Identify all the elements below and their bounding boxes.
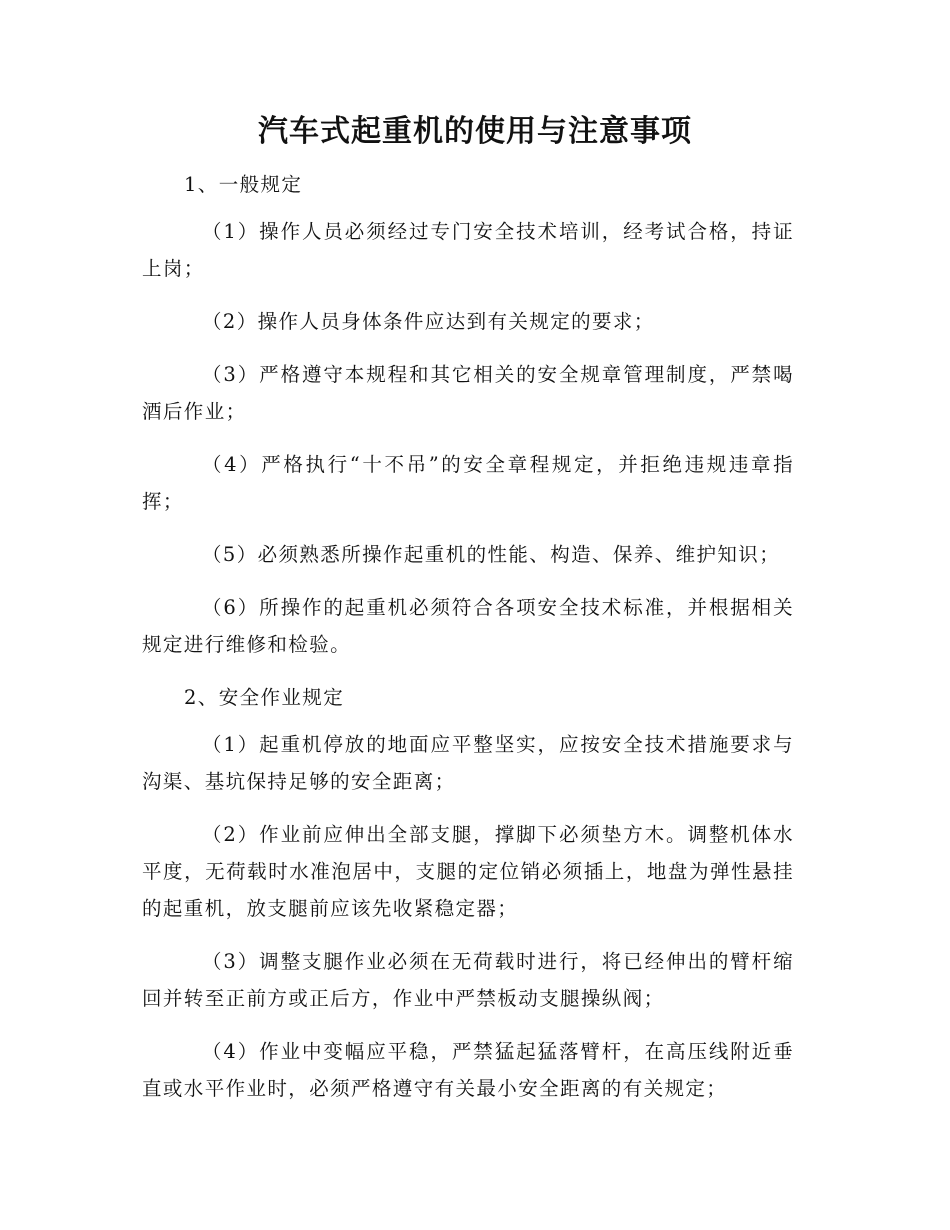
safety-item-1: （1）起重机停放的地面应平整坚实，应按安全技术措施要求与沟渠、基坑保持足够的安全距离； <box>142 733 794 793</box>
general-item-2: （2）操作人员身体条件应达到有关规定的要求； <box>202 310 655 333</box>
general-item-5: （5）必须熟悉所操作起重机的性能、构造、保养、维护知识； <box>202 543 781 566</box>
document-title: 汽车式起重机的使用与注意事项 <box>258 114 692 149</box>
safety-item-3: （3）调整支腿作业必须在无荷载时进行，将已经伸出的臂杆缩回并转至正前方或正后方，作业中严禁板动支腿操纵阀； <box>142 950 794 1010</box>
general-item-6: （6）所操作的起重机必须符合各项安全技术标准，并根据相关规定进行维修和检验。 <box>142 596 794 656</box>
general-item-3: （3）严格遵守本规程和其它相关的安全规章管理制度，严禁喝酒后作业； <box>142 363 794 423</box>
safety-item-4: （4）作业中变幅应平稳，严禁猛起猛落臂杆，在高压线附近垂直或水平作业时，必须严格遵守有关最小安全距离的有关规定； <box>142 1040 794 1100</box>
document-body <box>142 166 794 1123</box>
general-item-4: （4）严格执行“十不吊”的安全章程规定，并拒绝违规违章指挥； <box>142 453 794 513</box>
safety-item-2: （2）作业前应伸出全部支腿，撑脚下必须垫方木。调整机体水平度，无荷载时水准泡居中，支腿的定位销必须插上，地盘为弹性悬挂的起重机，放支腿前应该先收紧稳定器； <box>142 823 794 920</box>
section-heading-general: 1、一般规定 <box>184 173 303 196</box>
general-item-1: （1）操作人员必须经过专门安全技术培训，经考试合格，持证上岗； <box>142 220 794 280</box>
section-heading-safety: 2、安全作业规定 <box>184 686 345 709</box>
